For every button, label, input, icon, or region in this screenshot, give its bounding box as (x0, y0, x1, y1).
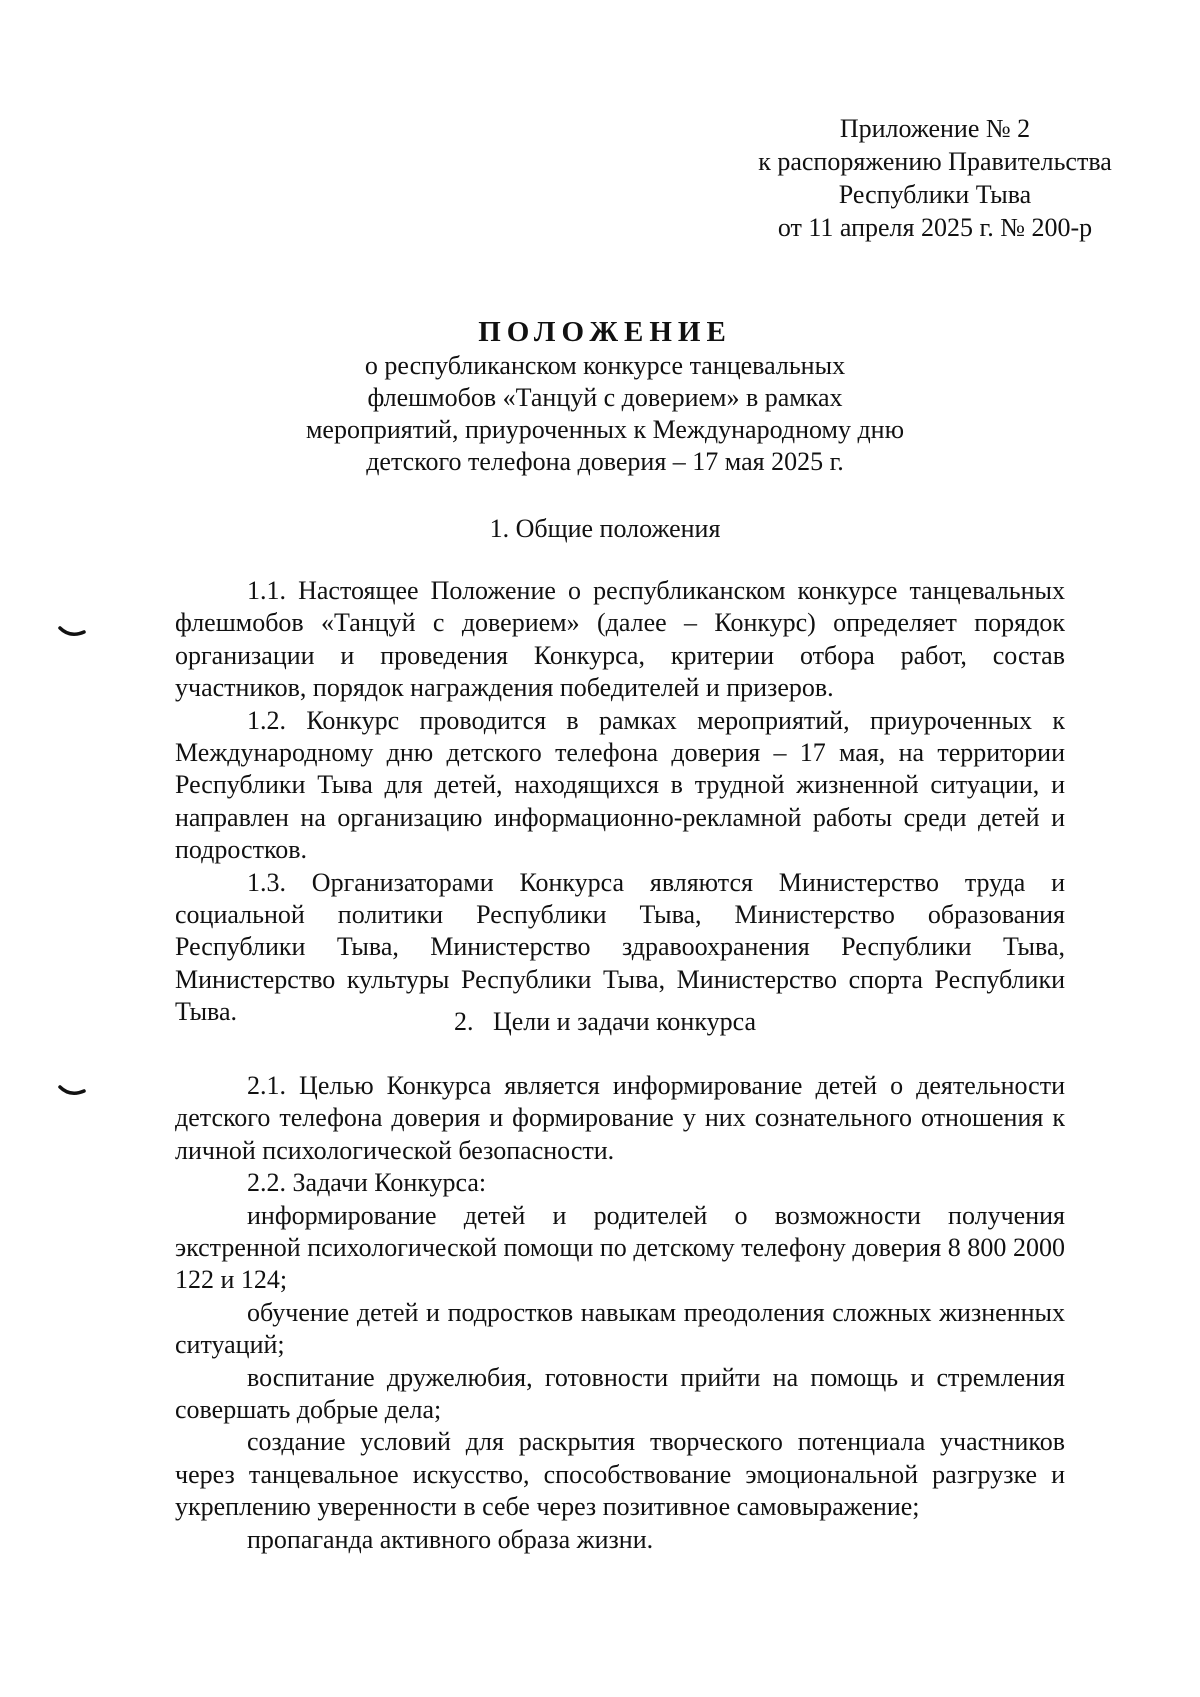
paragraph: 1.3. Организаторами Конкурса являются Министерство труда и социальной политики Республики Тыва, Министерство образования Республики Тыва, Министерство здравоохранения Республики Тыва, Министерство культуры Республики Тыва, Министерство спорта Республики Тыва. (175, 867, 1065, 1027)
subtitle-line: мероприятий, приуроченных к Международному дню (305, 415, 905, 444)
task-item: обучение детей и подростков навыкам преодоления сложных жизненных ситуаций; (175, 1297, 1065, 1360)
appendix-region: Республики Тыва (838, 180, 1032, 209)
appendix-block (720, 112, 1150, 244)
paragraph: 2.1. Целью Конкурса является информирование детей о деятельности детского телефона доверия и формирование у них сознательного отношения к личной психологической безопасности. (175, 1071, 1065, 1165)
subtitle-line: флешмобов «Танцуй с доверием» в рамках (367, 383, 843, 412)
hole-punch-mark (58, 626, 86, 640)
appendix-date: от 11 апреля 2025 г. № 200-р (777, 213, 1093, 242)
subtitle-line: о республиканском конкурсе танцевальных (364, 351, 846, 380)
paragraph: 2.2. Задачи Конкурса: (247, 1168, 487, 1198)
section-general-body (175, 575, 1065, 1029)
title-block (150, 314, 1060, 478)
task-item: пропаганда активного образа жизни. (247, 1524, 654, 1554)
section-goals-body (175, 1070, 1065, 1556)
appendix-reference: к распоряжению Правительства (758, 147, 1112, 176)
document-subtitle (150, 350, 1060, 478)
task-item: воспитание дружелюбия, готовности прийти на помощь и стремления совершать добрые дела; (175, 1362, 1065, 1425)
paragraph: 1.1. Настоящее Положение о республиканском конкурсе танцевальных флешмобов «Танцуй с доверием» (далее – Конкурс) определяет порядок организации и проведения Конкурса, критерии отбора работ, состав участников, порядок награждения победителей и призеров. (175, 576, 1065, 703)
section-heading-general: 1. Общие положения (489, 514, 721, 543)
task-item: создание условий для раскрытия творческого потенциала участников через танцевальное искусство, способствование эмоциональной разгрузке и укреплению уверенности в себе через позитивное самовыражение; (175, 1427, 1065, 1522)
document-title: ПОЛОЖЕНИЕ (478, 316, 732, 348)
subtitle-line: детского телефона доверия – 17 мая 2025 г. (366, 447, 844, 476)
appendix-number: Приложение № 2 (839, 114, 1031, 143)
paragraph: 1.2. Конкурс проводится в рамках мероприятий, приуроченных к Международному дню детского телефона доверия – 17 мая, на территории Республики Тыва для детей, находящихся в трудной жизненной ситуации, и направлен на организацию информационно-рекламной работы среди детей и подростков. (175, 705, 1065, 865)
section-heading-goals: 2. Цели и задачи конкурса (453, 1007, 757, 1036)
task-item: информирование детей и родителей о возможности получения экстренной психологической помощи по детскому телефону доверия 8 800 2000 122 и 124; (175, 1200, 1065, 1295)
hole-punch-mark (58, 1085, 86, 1099)
